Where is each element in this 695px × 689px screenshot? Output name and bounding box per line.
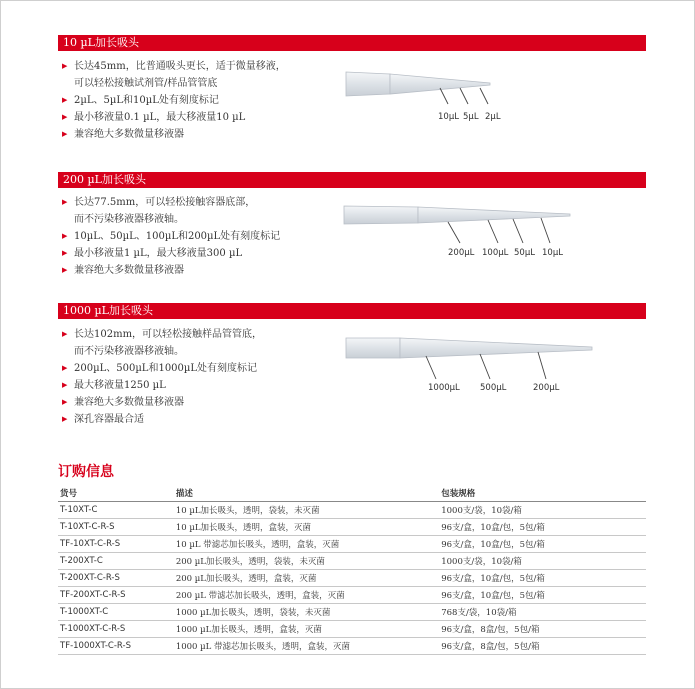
cell-code: T-1000XT-C (58, 604, 174, 621)
section-title-1000ul: 1000 µL加长吸头 (58, 303, 646, 319)
feature-list-200ul (62, 194, 280, 279)
cell-code: T-1000XT-C-R-S (58, 621, 174, 638)
cell-description: 10 µL加长吸头，透明，袋装，未灭菌 (174, 502, 439, 519)
mark-line (460, 88, 468, 104)
cell-description: 200 µL加长吸头，透明，袋装，未灭菌 (174, 553, 439, 570)
mark-label: 200µL (448, 248, 475, 258)
feature-list-1000ul (62, 326, 262, 428)
column-header-code: 货号 (58, 484, 174, 502)
mark-label: 500µL (480, 383, 507, 393)
cell-description: 200 µL加长吸头，透明，盒装，灭菌 (174, 570, 439, 587)
cell-code: TF-10XT-C-R-S (58, 536, 174, 553)
mark-line (440, 88, 448, 104)
feature-item: ▶ 10µL、50µL、100µL和200µL处有刻度标记 (62, 228, 280, 245)
mark-line (480, 354, 490, 379)
cell-packaging: 96支/盒，10盒/包，5包/箱 (439, 570, 646, 587)
cell-packaging: 96支/盒，10盒/包，5包/箱 (439, 587, 646, 604)
cell-description: 10 µL加长吸头，透明，盒装，灭菌 (174, 519, 439, 536)
feature-list-10ul (62, 58, 286, 143)
cell-packaging: 96支/盒，10盒/包，5包/箱 (439, 536, 646, 553)
table-row (58, 519, 646, 536)
cell-description: 1000 µL 带滤芯加长吸头，透明，盒装，灭菌 (174, 638, 439, 655)
table-row (58, 604, 646, 621)
cell-packaging: 1000支/袋，10袋/箱 (439, 502, 646, 519)
tip-illustration-200ul (338, 200, 578, 260)
column-header-packaging: 包装规格 (439, 484, 646, 502)
table-row (58, 502, 646, 519)
mark-label: 1000µL (428, 383, 460, 393)
cell-code: TF-200XT-C-R-S (58, 587, 174, 604)
feature-item: ▶ 兼容绝大多数微量移液器 (62, 126, 286, 143)
table-row (58, 621, 646, 638)
section-title-10ul: 10 µL加长吸头 (58, 35, 646, 51)
column-header-description: 描述 (174, 484, 439, 502)
mark-label: 50µL (514, 248, 535, 258)
mark-label: 200µL (533, 383, 560, 393)
mark-label: 100µL (482, 248, 509, 258)
mark-line (513, 219, 523, 243)
feature-item: ▶ 最大移液量1250 µL (62, 377, 262, 394)
mark-line (541, 218, 550, 243)
table-row (58, 587, 646, 604)
feature-item: ▶ 深孔容器最合适 (62, 411, 262, 428)
feature-item: ▶ 兼容绝大多数微量移液器 (62, 394, 262, 411)
table-row (58, 536, 646, 553)
cell-code: T-200XT-C-R-S (58, 570, 174, 587)
cell-description: 200 µL 带滤芯加长吸头，透明，盒装，灭菌 (174, 587, 439, 604)
tip-illustration-1000ul (340, 332, 600, 394)
cell-description: 1000 µL加长吸头，透明，袋装，未灭菌 (174, 604, 439, 621)
cell-packaging: 768支/袋，10袋/箱 (439, 604, 646, 621)
tip-illustration-10ul (340, 68, 540, 126)
cell-packaging: 96支/盒，10盒/包，5包/箱 (439, 519, 646, 536)
cell-description: 1000 µL加长吸头，透明，盒装，灭菌 (174, 621, 439, 638)
cell-code: TF-1000XT-C-R-S (58, 638, 174, 655)
mark-line (480, 88, 488, 104)
feature-item: ▶ 长达102mm，可以轻松接触样品管管底， (62, 326, 262, 343)
cell-packaging: 1000支/袋，10袋/箱 (439, 553, 646, 570)
section-title-200ul: 200 µL加长吸头 (58, 172, 646, 188)
mark-label: 2µL (485, 112, 501, 122)
feature-item: ▶ 长达77.5mm，可以轻松接触容器底部， (62, 194, 280, 211)
cell-packaging: 96支/盒，8盒/包，5包/箱 (439, 621, 646, 638)
feature-item: 可以轻松接触试剂管/样品管管底 (74, 78, 218, 89)
feature-item: ▶ 200µL、500µL和1000µL处有刻度标记 (62, 360, 262, 377)
ordering-table (58, 484, 646, 655)
cell-code: T-10XT-C-R-S (58, 519, 174, 536)
table-row (58, 570, 646, 587)
mark-line (448, 222, 460, 243)
cell-code: T-10XT-C (58, 502, 174, 519)
cell-packaging: 96支/盒，8盒/包，5包/箱 (439, 638, 646, 655)
cell-code: T-200XT-C (58, 553, 174, 570)
feature-item: ▶ 2µL、5µL和10µL处有刻度标记 (62, 92, 286, 109)
feature-item: 而不污染移液器移液轴。 (74, 214, 184, 225)
mark-line (426, 356, 436, 379)
table-header-row (58, 484, 646, 502)
mark-line (538, 352, 546, 379)
feature-item: 而不污染移液器移液轴。 (74, 346, 184, 357)
mark-label: 5µL (463, 112, 479, 122)
feature-item: ▶ 最小移液量1 µL，最大移液量300 µL (62, 245, 280, 262)
mark-label: 10µL (542, 248, 563, 258)
mark-line (488, 220, 498, 243)
feature-item: ▶ 长达45mm，比普通吸头更长，适于微量移液， (62, 58, 286, 75)
table-row (58, 553, 646, 570)
feature-item: ▶ 兼容绝大多数微量移液器 (62, 262, 280, 279)
cell-description: 10 µL 带滤芯加长吸头，透明，盒装，灭菌 (174, 536, 439, 553)
ordering-info-title: 订购信息 (58, 464, 114, 480)
mark-label: 10µL (438, 112, 459, 122)
feature-item: ▶ 最小移液量0.1 µL，最大移液量10 µL (62, 109, 286, 126)
table-row (58, 638, 646, 655)
